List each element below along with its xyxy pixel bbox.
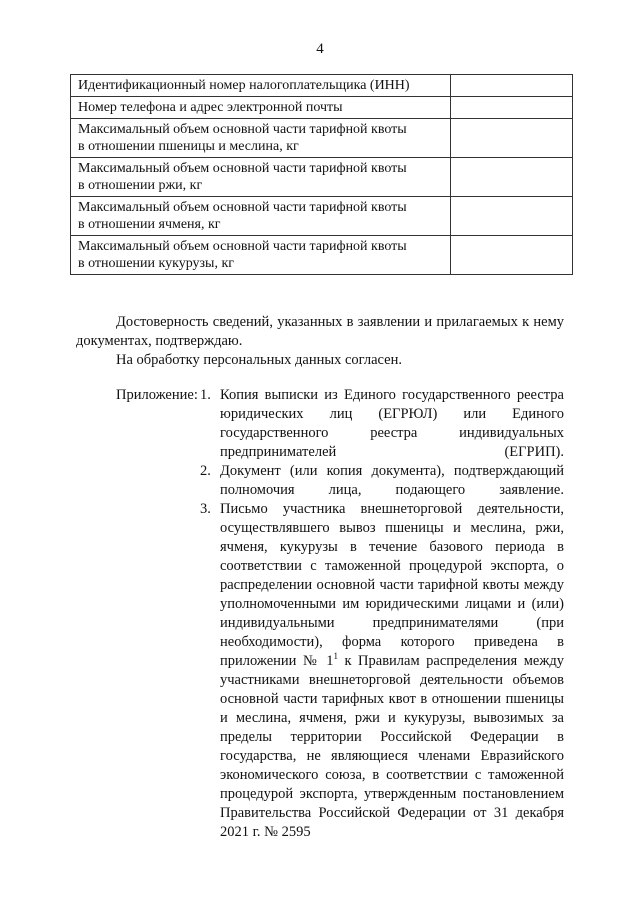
attachment-text: Копия выписки из Единого государственного реестра юридических лиц (ЕГРЮЛ) или Единого государственного реестра индивидуальных предпринимателей (ЕГРИП).	[220, 387, 564, 460]
attachment-text-part: к Правилам распределения между участниками внешнеторговой деятельности объемов основной части тарифных квот в отношении пшеницы и меслина, ячменя, ржи и кукурузы, вывозимых за пределы территории Российской Федерации в государства, не являющиеся членами Евразийского экономического союза, в соответствии с таможенной процедурой экспорта, утвержденным постановлением Правительства Российской Федерации от 31 декабря 2021 г. № 2595	[220, 653, 564, 840]
row-label-quota-corn: Максимальный объем основной части тарифной квоты в отношении кукурузы, кг	[71, 236, 451, 275]
row-value-contacts[interactable]	[451, 97, 573, 119]
attachment-text: Документ (или копия документа), подтверждающий полномочия лица, подающего заявление.	[220, 463, 564, 498]
attachment-item	[200, 386, 564, 462]
attachment-text	[220, 500, 564, 842]
attachment-number: 1.	[200, 387, 211, 403]
attachments-label: Приложение:	[116, 387, 198, 403]
row-label-inn: Идентификационный номер налогоплательщика (ИНН)	[71, 75, 451, 97]
attachment-number: 3.	[200, 501, 211, 517]
applicant-info-table	[70, 74, 573, 275]
row-label-quota-rye: Максимальный объем основной части тарифной квоты в отношении ржи, кг	[71, 158, 451, 197]
row-value-inn[interactable]	[451, 75, 573, 97]
attachment-text-part: Письмо участника внешнеторговой деятельности, осуществлявшего вывоз пшеницы и меслина, ржи, ячменя, кукурузы в течение базового периода в соответствии с таможенной процедурой экспорта, о распределении основной части тарифной квоты между уполномоченными им юридическими лицами и (или) индивидуальными предпринимателями (при необходимости), форма которого приведена в приложении № 1	[220, 501, 564, 669]
table-row	[71, 197, 573, 236]
table-row	[71, 97, 573, 119]
footnote-marker: 1	[333, 651, 338, 662]
page-number: 4	[316, 41, 324, 57]
table-row	[71, 236, 573, 275]
table-row	[71, 75, 573, 97]
consent-paragraph: На обработку персональных данных согласен.	[116, 352, 402, 368]
row-label-quota-barley: Максимальный объем основной части тарифной квоты в отношении ячменя, кг	[71, 197, 451, 236]
table-row	[71, 158, 573, 197]
row-label-contacts: Номер телефона и адрес электронной почты	[71, 97, 451, 119]
row-value-quota-corn[interactable]	[451, 236, 573, 275]
confirmation-paragraph: Достоверность сведений, указанных в заявлении и прилагаемых к нему документах, подтверждаю.	[76, 314, 564, 349]
row-value-quota-wheat[interactable]	[451, 119, 573, 158]
attachment-item	[200, 462, 564, 500]
row-value-quota-barley[interactable]	[451, 197, 573, 236]
attachment-number: 2.	[200, 463, 211, 479]
table-row	[71, 119, 573, 158]
attachment-item	[200, 500, 564, 842]
row-label-quota-wheat: Максимальный объем основной части тарифной квоты в отношении пшеницы и меслина, кг	[71, 119, 451, 158]
row-value-quota-rye[interactable]	[451, 158, 573, 197]
attachments-list	[200, 386, 564, 842]
